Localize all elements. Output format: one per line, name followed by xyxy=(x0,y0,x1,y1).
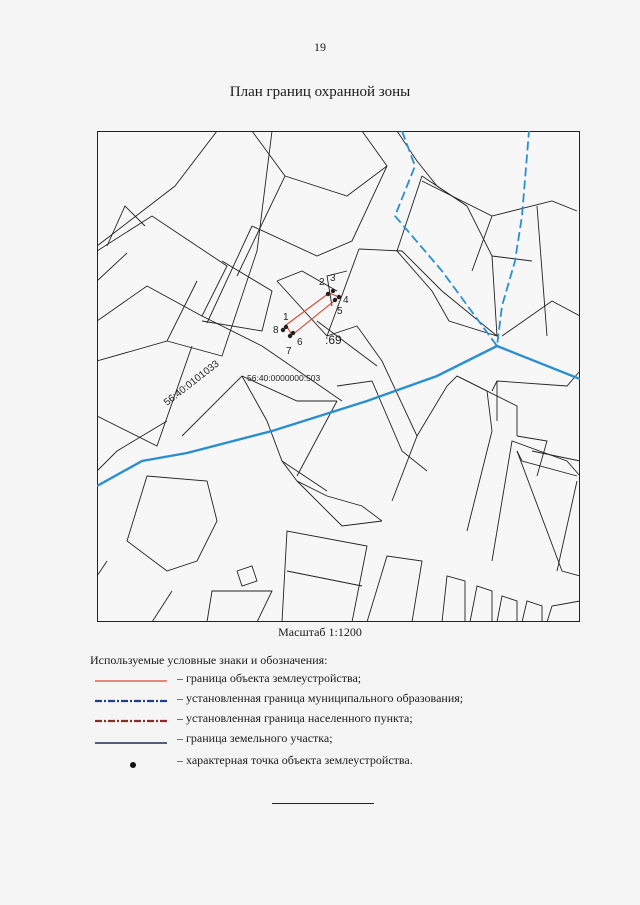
plan-title: План границ охранной зоны xyxy=(229,84,411,100)
point-label: 1 xyxy=(283,312,289,323)
point-label: 2 xyxy=(319,277,325,288)
dot-icon xyxy=(95,752,167,770)
parcel-cadastral-label: 56:40:0000000:503 xyxy=(247,373,321,383)
map-canvas xyxy=(97,131,580,622)
characteristic-point xyxy=(333,298,337,302)
characteristic-point xyxy=(326,292,330,296)
legend-text: – граница земельного участка; xyxy=(177,731,333,745)
legend-item-parcel-boundary xyxy=(95,730,575,748)
legend-item-object-boundary xyxy=(95,670,575,688)
scale-label: Масштаб 1:1200 xyxy=(278,625,362,639)
point-label: 7 xyxy=(286,346,292,357)
parcel-number-label: :69 xyxy=(325,333,342,347)
point-label: 5 xyxy=(337,306,343,317)
legend-item-point xyxy=(95,752,575,770)
characteristic-point xyxy=(331,289,335,293)
red-line-icon xyxy=(95,670,167,688)
legend-text: – граница объекта землеустройства; xyxy=(177,671,362,685)
characteristic-point xyxy=(288,334,292,338)
characteristic-point xyxy=(281,328,285,332)
legend-text: – установленная граница населенного пункта; xyxy=(177,711,413,725)
point-label: 8 xyxy=(273,325,279,336)
red-dashdot-line-icon xyxy=(95,710,167,728)
characteristic-point xyxy=(337,295,341,299)
legend-item-settlement-boundary xyxy=(95,710,575,728)
legend-text: – характерная точка объекта землеустройства. xyxy=(177,753,413,767)
block-cadastral-label: 56:40:0101033 xyxy=(162,358,222,409)
blue-dashdot-line-icon xyxy=(95,690,167,708)
point-label: 4 xyxy=(343,295,349,306)
point-label: 6 xyxy=(297,337,303,348)
legend-item-municipal-boundary xyxy=(95,690,575,708)
page-number: 19 xyxy=(314,40,326,54)
legend-text: – установленная граница муниципального образования; xyxy=(177,691,464,705)
boundary-map xyxy=(97,131,580,622)
legend-heading: Используемые условные знаки и обозначения: xyxy=(90,653,328,667)
map-border xyxy=(98,132,580,622)
black-line-icon xyxy=(95,730,167,748)
end-rule xyxy=(272,803,374,804)
point-label: 3 xyxy=(330,273,336,284)
